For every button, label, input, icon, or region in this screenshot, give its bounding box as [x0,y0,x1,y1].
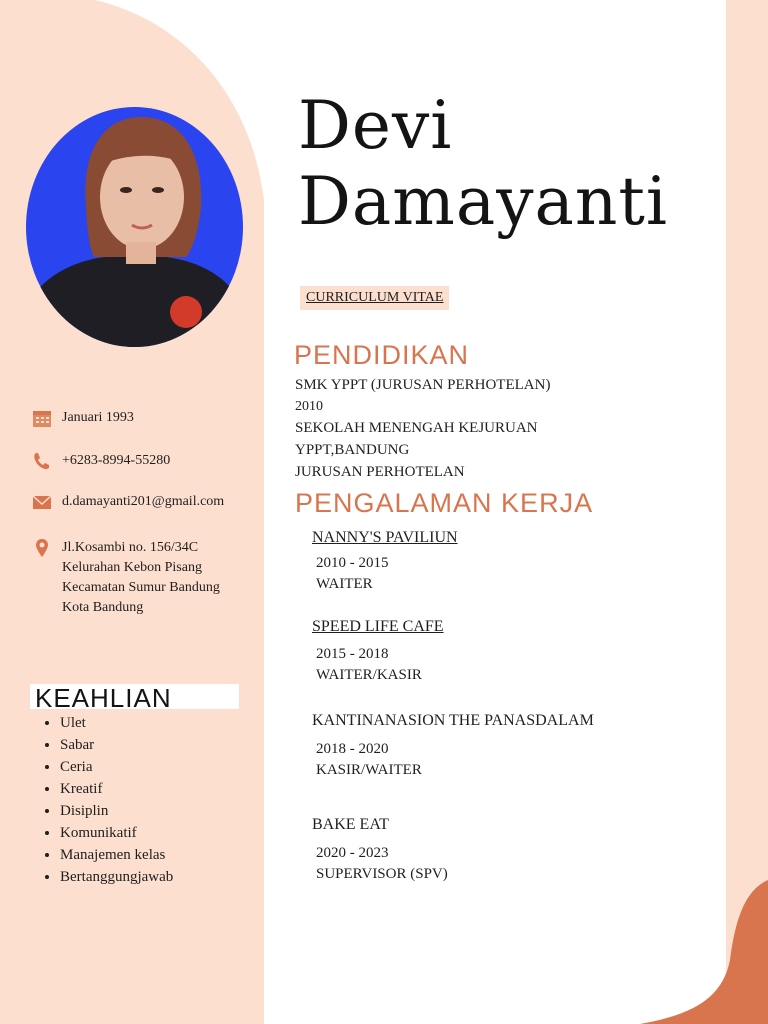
first-name: Devi [298,87,453,164]
job-company: SPEED LIFE CAFE [312,618,444,635]
job-company: NANNY'S PAVILIUN [312,529,458,546]
skill-item: • Ulet [60,712,173,734]
job-period: 2020 - 2023 [316,845,389,861]
education-line: SMK YPPT (JURUSAN PERHOTELAN) [295,377,551,393]
contact-address [32,538,220,618]
address-block [62,538,220,618]
education-line: JURUSAN PERHOTELAN [295,464,465,480]
job-period: 2010 - 2015 [316,555,389,571]
contact-phone [32,451,170,471]
job-company: KANTINANASION THE PANASDALAM [312,712,594,729]
education-title: PENDIDIKAN [294,340,470,370]
email-address[interactable]: d.damayanti201@gmail.com [62,494,225,509]
education-line: SEKOLAH MENENGAH KEJURUAN [295,420,538,436]
skills-title: KEAHLIAN [30,684,239,709]
education-line: YPPT,BANDUNG [295,442,410,458]
address-line: Kelurahan Kebon Pisang [62,560,202,575]
last-name: Damayanti [298,163,668,240]
full-name [298,88,668,240]
job-period: 2015 - 2018 [316,646,389,662]
job-company: BAKE EAT [312,816,389,833]
birth-date: Januari 1993 [62,410,134,425]
contact-birth [32,408,134,428]
mail-icon [32,492,52,512]
job-role: SUPERVISOR (SPV) [316,866,448,882]
skills-list [40,712,173,888]
address-line: Kecamatan Sumur Bandung [62,580,220,595]
corner-blob [640,880,768,1024]
skill-item: • Ceria [60,756,173,778]
address-line: Kota Bandung [62,600,144,615]
job-period: 2018 - 2020 [316,741,389,757]
skill-item: • Manajemen kelas [60,844,173,866]
calendar-icon [32,408,52,428]
experience-title: PENGALAMAN KERJA [295,488,594,518]
job-role: KASIR/WAITER [316,762,422,778]
skill-item: • Kreatif [60,778,173,800]
location-pin-icon [32,538,52,558]
cv-label: CURRICULUM VITAE [300,286,449,310]
skill-item: • Komunikatif [60,822,173,844]
skill-item: • Disiplin [60,800,173,822]
profile-photo [26,107,243,347]
skill-item: • Bertanggungjawab [60,866,173,888]
phone-icon [32,451,52,471]
job-role: WAITER [316,576,373,592]
job-role: WAITER/KASIR [316,667,422,683]
skill-item: • Sabar [60,734,173,756]
education-line: 2010 [295,399,323,414]
phone-number[interactable]: +6283-8994-55280 [62,453,171,468]
address-line: Jl.Kosambi no. 156/34C [62,540,199,555]
contact-email [32,492,224,512]
